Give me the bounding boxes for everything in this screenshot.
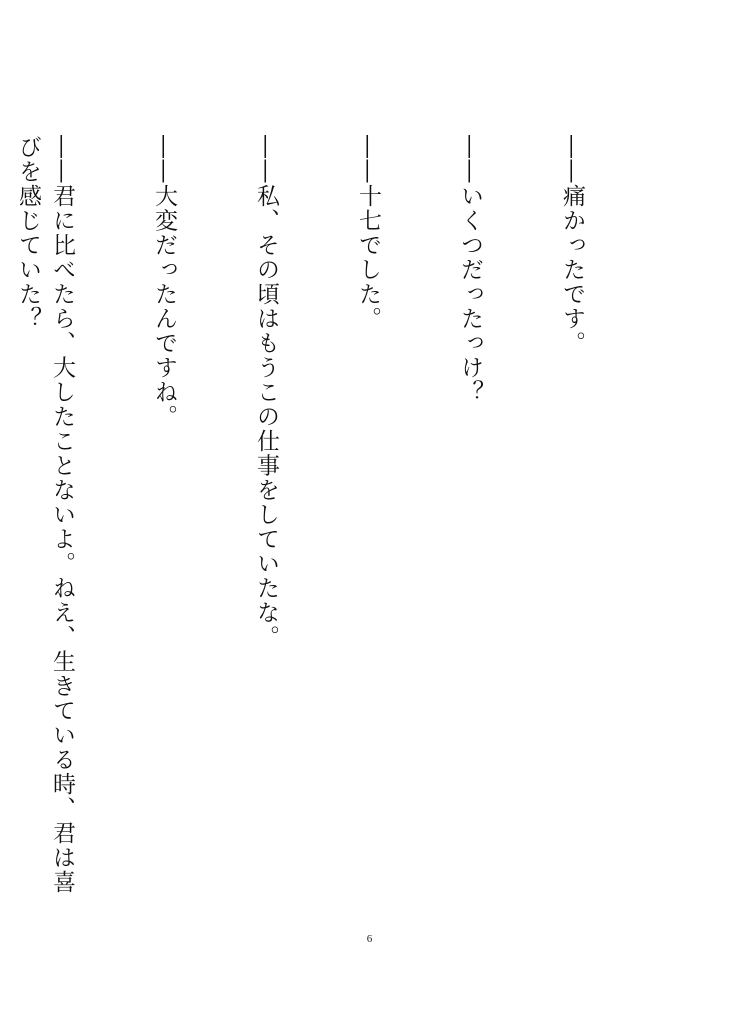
dialogue-line: ――いくつだったっけ？	[457, 135, 483, 405]
dialogue-line: ――私、その頃はもうこの仕事をしていたな。	[253, 135, 279, 650]
page-number: 6	[366, 933, 373, 945]
dialogue-line: ――痛かったです。	[559, 135, 585, 356]
dialogue-line: ――十七でした。	[355, 135, 381, 331]
vertical-text-block	[0, 135, 657, 905]
dialogue-line: ――君に比べたら、大したことないよ。ねえ、生きている時、君は喜びを感じていた？	[15, 135, 75, 895]
dialogue-line: ――大変だったんですね。	[151, 135, 177, 429]
